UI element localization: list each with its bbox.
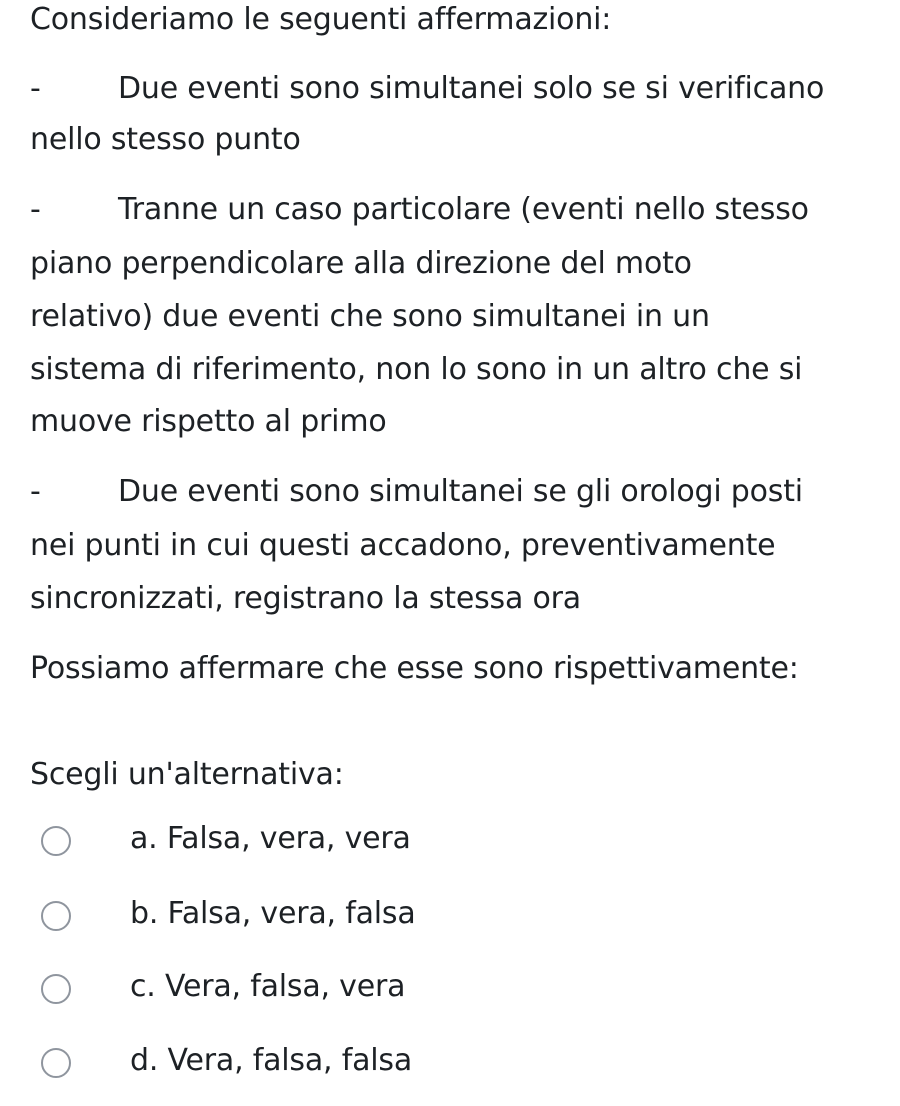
statement-2-line-5: muove rispetto al primo (30, 404, 387, 439)
statement-2-line-3: relativo) due eventi che sono simultanei in un (30, 299, 710, 334)
answer-option-c[interactable] (0, 958, 900, 1018)
answer-option-a[interactable] (0, 810, 900, 870)
statement-2-marker: - (30, 192, 41, 227)
radio-button-c[interactable] (41, 974, 71, 1004)
answer-option-b[interactable] (0, 885, 900, 945)
statement-3-marker: - (30, 474, 41, 509)
statement-3-line-1: Due eventi sono simultanei se gli orologi posti (118, 474, 803, 509)
option-label-d[interactable]: d. Vera, falsa, falsa (130, 1043, 413, 1078)
statement-1-marker: - (30, 71, 41, 106)
answer-option-d[interactable] (0, 1032, 900, 1092)
statement-2-line-1: Tranne un caso particolare (eventi nello stesso (118, 192, 809, 227)
radio-button-b[interactable] (41, 901, 71, 931)
question-intro: Consideriamo le seguenti affermazioni: (30, 2, 612, 37)
radio-button-a[interactable] (41, 826, 71, 856)
question-prompt: Possiamo affermare che esse sono rispettivamente: (30, 651, 799, 686)
option-label-c[interactable]: c. Vera, falsa, vera (130, 969, 406, 1004)
statement-2-line-4: sistema di riferimento, non lo sono in un altro che si (30, 352, 803, 387)
statement-3-line-2: nei punti in cui questi accadono, preventivamente (30, 528, 776, 563)
radio-button-d[interactable] (41, 1048, 71, 1078)
option-label-b[interactable]: b. Falsa, vera, falsa (130, 896, 416, 931)
statement-1-line-2: nello stesso punto (30, 122, 301, 157)
answer-instruction: Scegli un'alternativa: (30, 757, 344, 792)
statement-1-line-1: Due eventi sono simultanei solo se si verificano (118, 71, 825, 106)
option-label-a[interactable]: a. Falsa, vera, vera (130, 821, 411, 856)
statement-2-line-2: piano perpendicolare alla direzione del moto (30, 246, 692, 281)
statement-3-line-3: sincronizzati, registrano la stessa ora (30, 581, 581, 616)
